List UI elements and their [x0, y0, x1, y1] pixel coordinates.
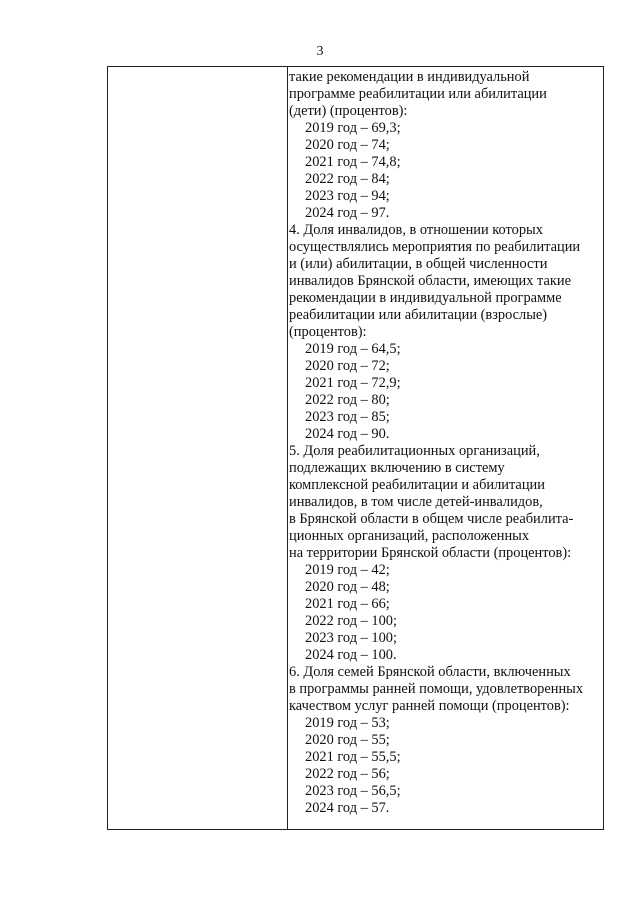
text-line: (дети) (процентов):: [289, 103, 408, 119]
page-number: 3: [316, 44, 324, 59]
text-line: реабилитации или абилитации (взрослые): [289, 307, 548, 323]
text-line: инвалидов, в том числе детей-инвалидов,: [289, 494, 543, 510]
right-column-cell: [289, 69, 601, 817]
text-line: осуществлялись мероприятия по реабилитации: [289, 239, 581, 255]
indicator-year-value-line: 2020 год – 72;: [305, 358, 390, 374]
text-line: такие рекомендации в индивидуальной: [289, 69, 530, 85]
text-line: инвалидов Брянской области, имеющих такие: [289, 273, 571, 289]
text-line: в Брянской области в общем числе реабилита-: [289, 511, 574, 527]
text-line: комплексной реабилитации и абилитации: [289, 477, 545, 493]
indicator-year-value-line: 2021 год – 72,9;: [305, 375, 401, 391]
indicator-year-value-line: 2022 год – 84;: [305, 171, 390, 187]
indicator-year-value-line: 2019 год – 64,5;: [305, 341, 401, 357]
document-table: [107, 66, 604, 830]
text-line: в программы ранней помощи, удовлетворенных: [289, 681, 584, 697]
text-line: 6. Доля семей Брянской области, включенных: [289, 664, 571, 680]
indicator-year-value-line: 2023 год – 94;: [305, 188, 390, 204]
text-line: на территории Брянской области (процентов):: [289, 545, 572, 561]
indicator-year-value-line: 2019 год – 69,3;: [305, 120, 401, 136]
text-line: качеством услуг ранней помощи (процентов):: [289, 698, 570, 714]
text-line: 5. Доля реабилитационных организаций,: [289, 443, 540, 459]
text-line: ционных организаций, расположенных: [289, 528, 530, 544]
indicator-year-value-line: 2024 год – 97.: [305, 205, 390, 221]
indicator-year-value-line: 2022 год – 56;: [305, 766, 390, 782]
text-line: программе реабилитации или абилитации: [289, 86, 547, 102]
indicator-year-value-line: 2021 год – 66;: [305, 596, 390, 612]
indicator-year-value-line: 2019 год – 53;: [305, 715, 390, 731]
indicator-year-value-line: 2023 год – 100;: [305, 630, 397, 646]
text-line: (процентов):: [289, 324, 367, 340]
indicator-year-value-line: 2022 год – 100;: [305, 613, 397, 629]
indicator-year-value-line: 2023 год – 85;: [305, 409, 390, 425]
indicator-year-value-line: 2021 год – 74,8;: [305, 154, 401, 170]
indicator-year-value-line: 2023 год – 56,5;: [305, 783, 401, 799]
text-line: и (или) абилитации, в общей численности: [289, 256, 548, 272]
indicator-year-value-line: 2024 год – 57.: [305, 800, 390, 816]
column-divider: [287, 67, 288, 829]
indicator-year-value-line: 2024 год – 100.: [305, 647, 397, 663]
indicator-year-value-line: 2024 год – 90.: [305, 426, 390, 442]
indicator-year-value-line: 2020 год – 48;: [305, 579, 390, 595]
indicator-year-value-line: 2020 год – 55;: [305, 732, 390, 748]
indicator-year-value-line: 2020 год – 74;: [305, 137, 390, 153]
text-line: подлежащих включению в систему: [289, 460, 505, 476]
indicator-year-value-line: 2019 год – 42;: [305, 562, 390, 578]
indicator-year-value-line: 2022 год – 80;: [305, 392, 390, 408]
indicator-year-value-line: 2021 год – 55,5;: [305, 749, 401, 765]
text-line: 4. Доля инвалидов, в отношении которых: [289, 222, 543, 238]
text-line: рекомендации в индивидуальной программе: [289, 290, 562, 306]
